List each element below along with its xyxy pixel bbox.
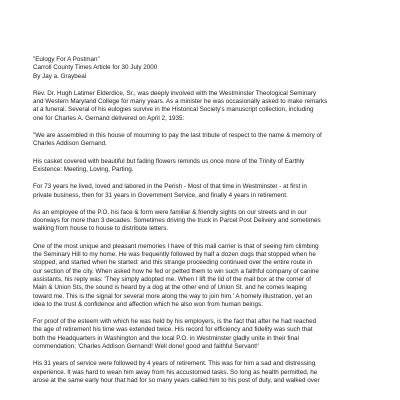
text-line: toward me. This is the signal for several more along the way to join him.' A homely illustration, yet an — [33, 292, 312, 300]
text-line: For proof of the esteem with which he was held by his employers, is the fact that after he had reached — [33, 318, 317, 326]
text-line: idea to the trust & confidence and affection which he also won from human beings. — [33, 300, 263, 308]
paragraph — [33, 183, 378, 200]
text-line: one for Charles A. Gernand delivered on April 2, 1935: — [33, 114, 185, 122]
text-line: Charles Addison Gernand. — [33, 140, 107, 148]
publication-line: Carroll County Times Article for 30 July 2000 — [33, 64, 158, 72]
article-paragraphs — [33, 90, 378, 385]
byline: By Jay a. Graybeal — [33, 72, 87, 80]
text-line: doorways for more than 3 decades. Sometimes driving the truck in Parcel Post Delivery and sometimes — [33, 217, 321, 225]
text-line: private business, then for 31 years in Government Service, and finally 4 years in retirement. — [33, 191, 288, 199]
text-line: His casket covered with beautiful but fading flowers reminds us once more of the Trinity of Earthly — [33, 157, 305, 165]
text-line: Main & Union Sts, the sound is heard by a dog at the other end of Union St. and he comes leaping — [33, 284, 307, 292]
text-line: the Seminary Hill to my home. He was frequently followed by half a dozen dogs that stopped when he — [33, 251, 316, 259]
paragraph — [33, 360, 378, 385]
article-title: "Eulogy For A Postman" — [33, 56, 100, 63]
text-line: both the Headquarters in Washington and the local P.O. in Westminster gladly unite in their final — [33, 334, 299, 342]
paragraph — [33, 90, 378, 123]
paragraph — [33, 132, 378, 149]
text-line: His 31 years of service were followed by 4 years of retirement. This was for him a sad and distressing — [33, 360, 316, 368]
text-line: stopped, and started when he started: and this strange proceeding continued over the entire route in — [33, 259, 312, 267]
text-line: walking from house to house to distribute letters. — [33, 225, 169, 233]
text-line: at a funeral. Several of his eulogies survive in the Historical Society's manuscript collection, including — [33, 106, 314, 114]
text-line: Rev. Dr. Hugh Latimer Elderdice, Sr., was deeply involved with the Westminster Theological Seminary — [33, 89, 317, 97]
text-line: As an employee of the P.O. his face & form were familiar & friendly sights on our streets and in our — [33, 208, 307, 216]
text-line: commendation; 'Charles Addison Gernand! Well done! good and faithful Servant!' — [33, 343, 259, 351]
text-line: arose at the same early hour that had for so many years called him to his post of duty, and walked over — [33, 376, 320, 384]
text-line: Existence: Meeting, Loving, Parting. — [33, 165, 134, 173]
paragraph — [33, 318, 378, 351]
text-line: and Western Maryland College for many years. As a minister he was occasionally asked to make remarks — [33, 98, 328, 106]
text-line: One of the most unique and pleasant memories I have of this mail carrier is that of seeing him climbing — [33, 242, 319, 250]
paragraph — [33, 243, 378, 309]
text-line: experience. It was hard to wean him away from his accustomed tasks. So long as health permitted, he — [33, 368, 318, 376]
text-line: "We are assembled in this house of mourning to pay the last tribute of respect to the name & memory of — [33, 132, 322, 140]
header-spacer — [33, 81, 378, 90]
text-line: the age of retirement his time was extended twice. His record for efficiency and fidelity was such that — [33, 326, 313, 334]
text-line: our section of the city. When asked how he fed or petted them to win such a faithful company of canine — [33, 267, 319, 275]
text-line: For 73 years he lived, loved and labored in the Perish - Most of that time in Westminster - at first in — [33, 183, 307, 191]
text-line: assistants, his reply was: 'They simply adopted me. When I lift the lid of the mail box at the corner of — [33, 275, 312, 283]
paragraph — [33, 209, 378, 234]
document-body — [33, 56, 378, 394]
paragraph — [33, 158, 378, 175]
